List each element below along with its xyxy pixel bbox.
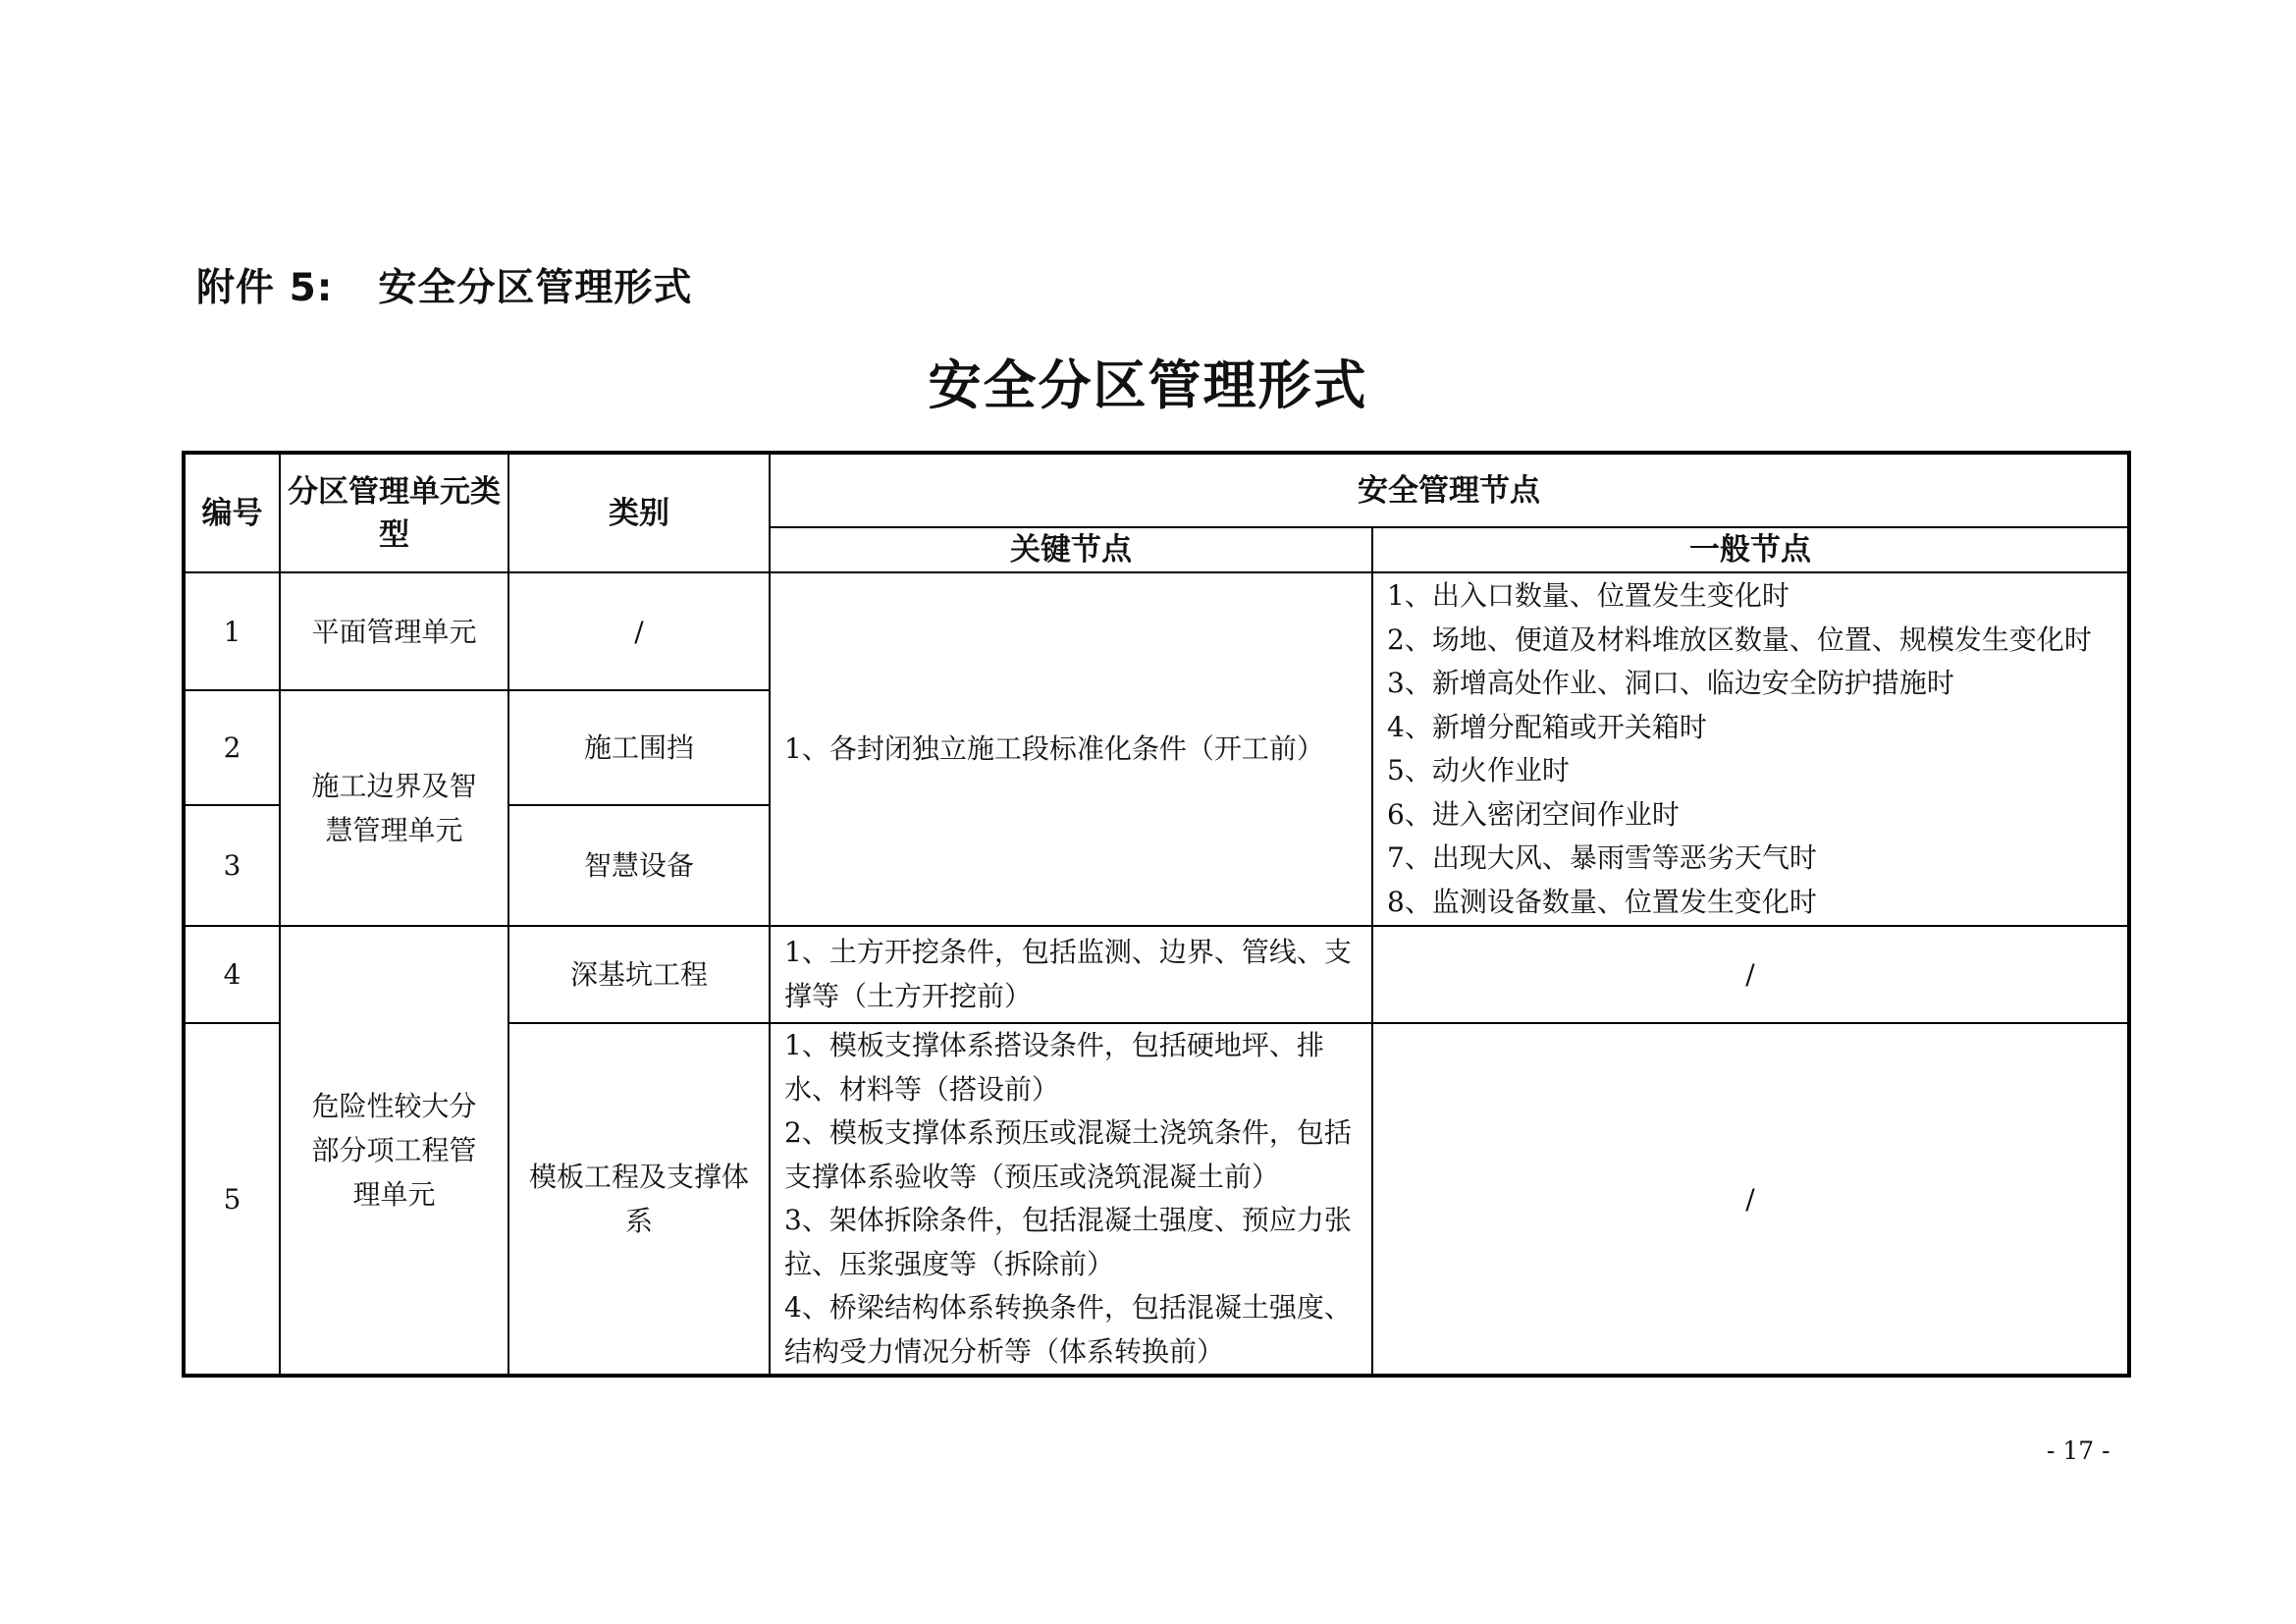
attachment-title: 安全分区管理形式: [378, 266, 693, 310]
list-item: 2、模板支撑体系预压或混凝土浇筑条件，包括支撑体系验收等（预压或浇筑混凝土前）: [784, 1116, 1352, 1193]
unit-type-cell: 平面管理单元: [280, 572, 508, 690]
list-item: 4、桥梁结构体系转换条件，包括混凝土强度、结构受力情况分析等（体系转换前）: [784, 1291, 1352, 1368]
safety-zone-table: [182, 451, 2131, 1378]
list-item: 2、场地、便道及材料堆放区数量、位置、规模发生变化时: [1387, 623, 2092, 656]
list-item: 5、动火作业时: [1387, 754, 1570, 786]
row-number: 2: [184, 690, 280, 805]
list-item: 3、新增高处作业、洞口、临边安全防护措施时: [1387, 667, 1954, 699]
general-nodes-cell: [1372, 572, 2129, 926]
list-item: 4、新增分配箱或开关箱时: [1387, 710, 1707, 743]
list-item: 1、土方开挖条件，包括监测、边界、管线、支撑等（土方开挖前）: [784, 936, 1352, 1012]
list-item: 1、模板支撑体系搭设条件，包括硬地坪、排水、材料等（搭设前）: [784, 1029, 1324, 1106]
category-cell: 深基坑工程: [508, 926, 770, 1023]
category-cell: 智慧设备: [508, 805, 770, 926]
row-number: 3: [184, 805, 280, 926]
header-number: 编号: [184, 453, 280, 572]
category-cell: /: [508, 572, 770, 690]
header-unit-type: 分区管理单元类型: [280, 453, 508, 572]
list-item: 1、出入口数量、位置发生变化时: [1387, 579, 1789, 612]
general-nodes-cell: /: [1372, 926, 2129, 1023]
attachment-heading: [196, 257, 692, 312]
list-item: 7、出现大风、暴雨雪等恶劣天气时: [1387, 841, 1817, 874]
category-cell: 施工围挡: [508, 690, 770, 805]
page-number: - 17 -: [2047, 1436, 2110, 1465]
attachment-label: 附件 5:: [196, 266, 334, 310]
header-safety-nodes: 安全管理节点: [770, 453, 2129, 527]
list-item: 3、架体拆除条件，包括混凝土强度、预应力张拉、压浆强度等（拆除前）: [784, 1204, 1352, 1280]
header-general-nodes: 一般节点: [1372, 527, 2129, 572]
unit-type-cell: 施工边界及智慧管理单元: [280, 690, 508, 926]
row-number: 1: [184, 572, 280, 690]
table-row: [184, 572, 2129, 690]
table-row: [184, 926, 2129, 1023]
general-nodes-cell: /: [1372, 1023, 2129, 1376]
header-key-nodes: 关键节点: [770, 527, 1372, 572]
list-item: 6、进入密闭空间作业时: [1387, 797, 1680, 831]
key-nodes-cell: [770, 1023, 1372, 1376]
key-nodes-cell: [770, 926, 1372, 1023]
key-nodes-cell: [770, 572, 1372, 926]
row-number: 5: [184, 1023, 280, 1376]
unit-type-cell: 危险性较大分部分项工程管理单元: [280, 926, 508, 1376]
header-category: 类别: [508, 453, 770, 572]
document-title: 安全分区管理形式: [928, 354, 1368, 416]
list-item: 8、监测设备数量、位置发生变化时: [1387, 885, 1817, 918]
list-item: 1、各封闭独立施工段标准化条件（开工前）: [784, 731, 1324, 765]
category-cell: 模板工程及支撑体系: [508, 1023, 770, 1376]
row-number: 4: [184, 926, 280, 1023]
